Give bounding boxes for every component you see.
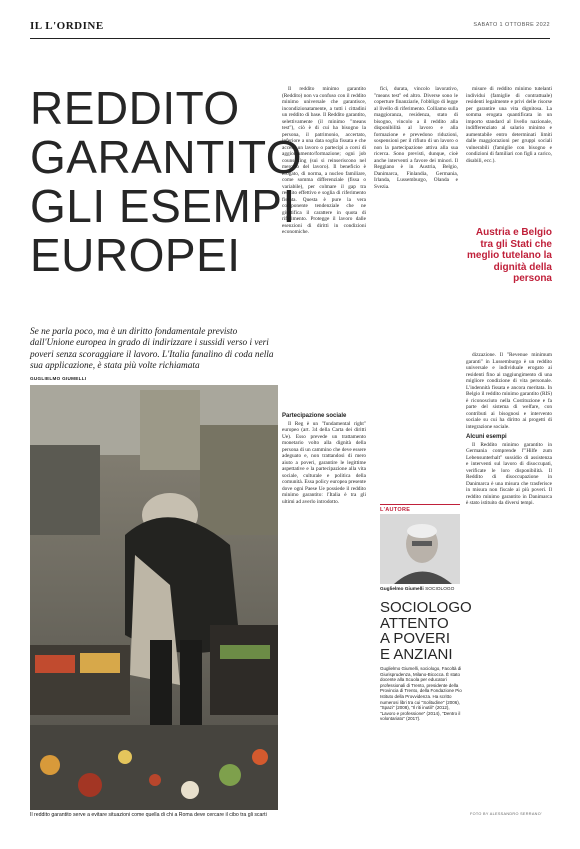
body-paragraph: dizzazione. Il "Revenue minimum garanti" in Lussemburgo è un reddito universale e individuale erogato ai residenti fino ai raggiungimento di una migliore condizione di vita personale. L'indennità fissata e ancora meritata. In Belgio il reddito minimo garantito (RIS) è riconosciuto nella Costituzione e fa parte del sistema di welfare, con contributi ai bisognosi e intervento sociale su cui ha diritto ai progetti di integrazione sociale. [466, 352, 552, 430]
article-photo [30, 385, 278, 810]
body-paragraph: misure di reddito minimo tutelanti individui (famiglie di contrattuale) residenti legalmente e privi delle risorse per garantire una vita dignitosa. La somma erogata quantificata in un importo standard al livello nazionale, indifferenziato al salario minimo e aumentabile entro determinati limiti dalle maggiorazioni per gruppi sociali vulnerabili (famiglie con bisogno e condizioni di familiari con figli a carico, disabili, ecc.). [466, 86, 552, 164]
body-column-3 [466, 86, 552, 164]
author-headline-line: SOCIOLOGO [380, 599, 472, 616]
masthead-rule [30, 38, 550, 39]
author-name-line [380, 587, 454, 592]
author-portrait-image [380, 514, 460, 584]
body-column-4 [466, 352, 552, 507]
body-paragraph: Il Reddito minimo garantito in Germania comprende l'"Hilfe zum Lebensunterhalt" sussidio di assistenza e interventi sul lavoro di disoccupati, verificate le loro disponibilità. Il Reddito di disoccupazione in Danimarca è una misura che trasferisce in misura non fiscale ai più poveri. Il reddito minimo garantito in Danimarca è stato istituito da diversi tempi. [466, 441, 552, 506]
pull-quote: Austria e Belgio tra gli Stati che meglio tutelano la dignità della persona [466, 227, 552, 284]
author-bio: Guglielmo Giumelli, sociologo, Facoltà di Giurisprudenza, Milano-Bicocca. È stato docente alla Scuola per educatori professionali di Trento, presidente della Provincia di Trento, della Fondazione Pio Istituto della Provvidenza. Ha scritto numerosi libri tra cui "Solitudine" (2006), "Spazi" (2008), "Il riti inutili" (2012), "Lavoro e professione" (2014), "Dentro il volontariato" (2017). [380, 666, 462, 722]
article-subhead: Se ne parla poco, ma è un diritto fondamentale previsto dall'Unione europea in grado di indirizzare i sussidi verso i veri poveri senza scoraggiare il lavoro. L'Italia fanalino di coda nella sua applicazione, è stata più volte richiamata [30, 327, 274, 371]
body-paragraph: fici, durata, vincolo lavorativo, "means test" ed altro. Diverse sono le coperture finanziarie, l'obbligo di legge al livello di riferimento. Colliamo sulla maggioranza, residenza, stato di bisogno, vincolo a il reddito alla disponibilità al lavoro e alla formazione e prevedono riduzioni, sospensioni per il rifiuto di un lavoro o non la partecipazione attiva alla sua ricerca. Sono previsti, dunque, cioè anche interventi a favore dei minori. Il Reggiano è in Austria, Belgio, Danimarca, Finlandia, Germania, Irlanda, Lussemburgo, Olanda e Svezia. [374, 86, 458, 190]
author-tag: L'AUTORE [380, 507, 411, 513]
newspaper-logo: IL L'ORDINE [30, 20, 104, 32]
article-headline [30, 82, 303, 281]
section-heading: Partecipazione sociale [282, 413, 347, 419]
author-rule [380, 504, 460, 505]
author-headline-line: A POVERI [380, 630, 451, 647]
photo-credit: FOTO BY ALESSANDRO SERRANO' [470, 812, 542, 816]
author-name: Guglielmo Giumelli [380, 587, 424, 592]
body-column-1-lower [282, 409, 366, 505]
section-heading: Alcuni esempi [466, 434, 507, 440]
author-headline-line: ATTENTO [380, 614, 449, 632]
body-paragraph: Il reddito minimo garantito (Reddito) non va confuso con il reddito minimo universale che garantisce, incondizionatamente, a tutti i cittadini un reddito di base. Il Reddito garantito, selettivamente (il minimo "means test"), ciò è di cui ha bisogno la persona, il patrimonio, accertato, inferiore a una data soglia fissata e che accetti un lavoro o partecipi a corsi di aggiornamento/formazione; ogni job counselling (sui si reinseriscono nel mercato del lavoro). Il beneficio è erogato, di norma, a nucleo familiare, come somma differenziale (fissa o variabile), per colmare il gap tra reddito effettivo e soglia di riferimento fissata. Questa è pure la vera componente tendenziale che ne giustifica il carattere in quota di riferimento. Protegge il lavoro dalle esenzioni di diritti in condizioni economiche. [282, 86, 366, 235]
author-headline-line: E ANZIANI [380, 645, 453, 663]
body-column-1 [282, 86, 366, 236]
author-headline [380, 599, 472, 663]
byline: GUGLIELMO GIUMELLI [30, 376, 87, 381]
headline-line: GLI ESEMPI [30, 180, 296, 232]
headline-line: EUROPEI [30, 229, 241, 281]
author-role: SOCIOLOGO [425, 587, 455, 592]
issue-date: SABATO 1 OTTOBRE 2022 [473, 22, 550, 28]
photo-caption: Il reddito garantito serve a evitare situazioni come quella di chi a Roma deve cercare il cibo tra gli scarti [30, 812, 267, 818]
market-scene-image [30, 385, 278, 810]
headline-line: REDDITO [30, 82, 240, 134]
headline-line: GARANTITO [30, 131, 303, 183]
author-portrait [380, 514, 460, 584]
body-paragraph: Il Reg è un "fundamental right" europeo (art. 34 della Carta dei diritti Ue). Esso prevede un trattamento monetario volto alla dignità della persona di un cammino che deve essere adeguato e, non trattandosi di mero aiuto a poveri, garantire le legittime aspettative e la partecipazione alla vita sociale, culturale e politica della comunità. Essa policy europea presente dove ogni Paese Ue possiede il reddito minimo garantito: l'Italia è tra gli ultimi ad averlo introdotto. [282, 420, 366, 505]
masthead [30, 14, 550, 40]
body-column-2 [374, 86, 458, 190]
